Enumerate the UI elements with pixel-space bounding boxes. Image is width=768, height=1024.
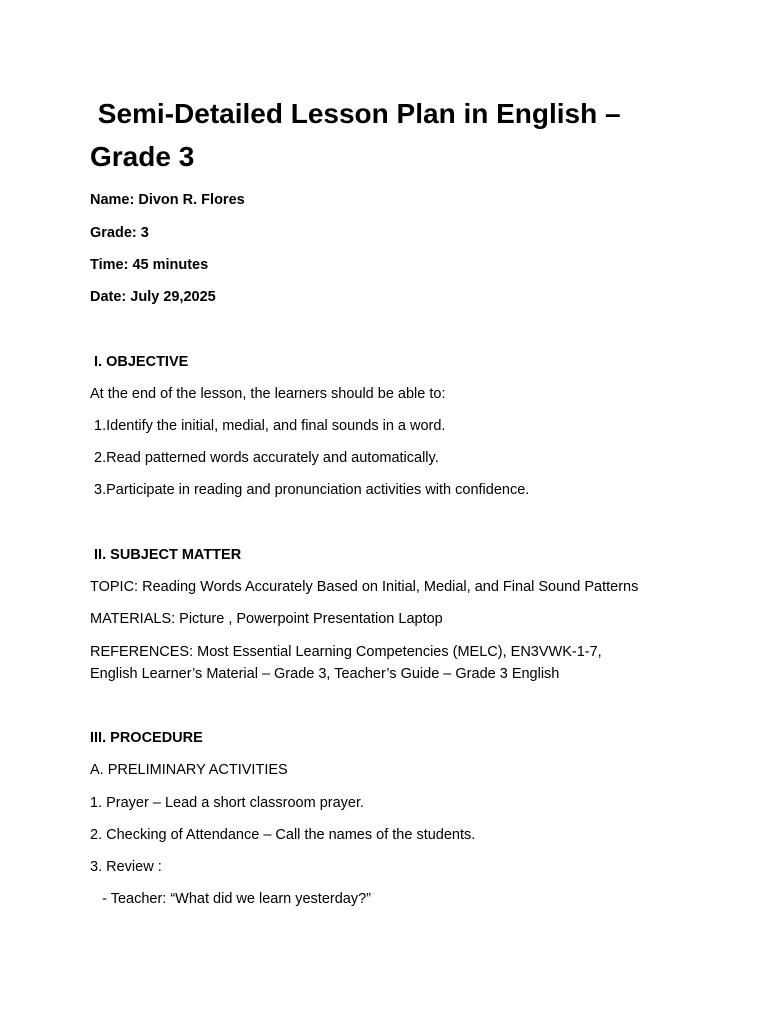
procedure-step: 3. Review : bbox=[90, 859, 162, 875]
objective-intro: At the end of the lesson, the learners should be able to: bbox=[90, 386, 446, 402]
document-title: Semi-Detailed Lesson Plan in English – Grade 3 bbox=[90, 98, 629, 172]
procedure-heading: III. PROCEDURE bbox=[90, 730, 203, 746]
subject-references: REFERENCES: Most Essential Learning Competencies (MELC), EN3VWK-1-7, English Learner’s Material – Grade 3, Teacher’s Guide – Grade 3 English bbox=[90, 644, 606, 682]
info-time: Time: 45 minutes bbox=[90, 257, 209, 273]
objective-item: 2.Read patterned words accurately and automatically. bbox=[90, 450, 439, 466]
procedure-teacher-line: - Teacher: “What did we learn yesterday?” bbox=[90, 891, 372, 907]
subject-topic: TOPIC: Reading Words Accurately Based on Initial, Medial, and Final Sound Patterns bbox=[90, 579, 639, 595]
objective-heading: I. OBJECTIVE bbox=[90, 354, 189, 370]
info-date: Date: July 29,2025 bbox=[90, 289, 216, 305]
objective-item: 3.Participate in reading and pronunciation activities with confidence. bbox=[90, 482, 530, 498]
info-grade: Grade: 3 bbox=[90, 225, 149, 241]
procedure-subheading: A. PRELIMINARY ACTIVITIES bbox=[90, 762, 288, 778]
objective-item: 1.Identify the initial, medial, and final sounds in a word. bbox=[90, 418, 446, 434]
procedure-step: 2. Checking of Attendance – Call the names of the students. bbox=[90, 827, 476, 843]
subject-materials: MATERIALS: Picture , Powerpoint Presentation Laptop bbox=[90, 611, 443, 627]
procedure-step: 1. Prayer – Lead a short classroom prayer. bbox=[90, 795, 365, 811]
subject-matter-heading: II. SUBJECT MATTER bbox=[90, 547, 242, 563]
info-name: Name: Divon R. Flores bbox=[90, 192, 245, 208]
